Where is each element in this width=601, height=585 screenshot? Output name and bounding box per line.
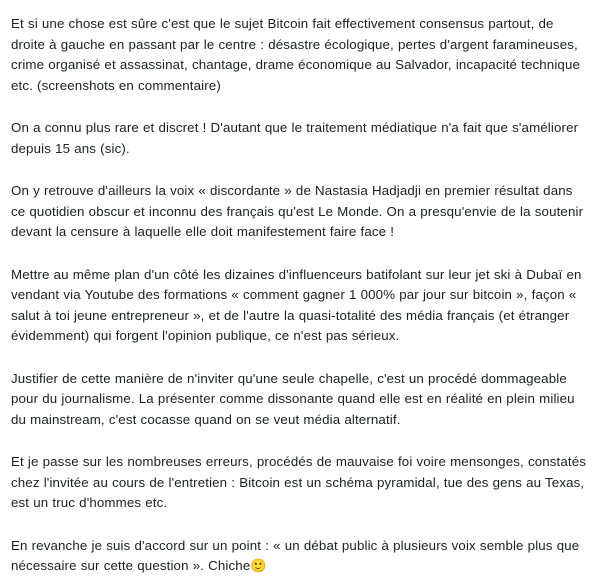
paragraph-3: On y retrouve d'ailleurs la voix « discordante » de Nastasia Hadjadji en premier résultat dans ce quotidien obscur et inconnu des français qu'est Le Monde. On a presqu'envie de la soutenir devant la censure à laquelle elle doit manifestement faire face ! — [11, 183, 584, 239]
paragraph-1: Et si une chose est sûre c'est que le sujet Bitcoin fait effectivement consensus partout, de droite à gauche en passant par le centre : désastre écologique, pertes d'argent faramineuses, crime organisé et assassinat, chantage, drame économique au Salvador, incapacité technique etc. (screenshots en commentaire) — [11, 16, 581, 93]
paragraph-7: En revanche je suis d'accord sur un point : « un débat public à plusieurs voix semble plus que nécessaire sur cette question ». Chiche🙂 — [11, 537, 580, 573]
paragraph-5: Justifier de cette manière de n'inviter qu'une seule chapelle, c'est un procédé dommageable pour du journalisme. La présenter comme dissonante quand elle est en réalité en plein milieu du mainstream, c'est cocasse quand on se veut média alternatif. — [11, 370, 575, 427]
paragraph-2: On a connu plus rare et discret ! D'autant que le traitement médiatique n'a fait que s'améliorer depuis 15 ans (sic). — [11, 120, 579, 156]
paragraph-6: Et je passe sur les nombreuses erreurs, procédés de mauvaise foi voire mensonges, constatés chez l'invitée au cours de l'entretien : Bitcoin est un schéma pyramidal, tue des gens au Texas, est un truc d'hommes etc. — [11, 454, 587, 510]
paragraph-4: Mettre au même plan d'un côté les dizaines d'influenceurs batifolant sur leur jet ski à Dubaï en vendant via Youtube des formations « comment gagner 1 000% par jour sur bitcoin », façon « salut à toi jeune entrepreneur », et de l'autre la quasi-totalité des média français (et étranger évidemment) qui forgent l'opinion publique, ce n'est pas sérieux. — [11, 266, 582, 343]
